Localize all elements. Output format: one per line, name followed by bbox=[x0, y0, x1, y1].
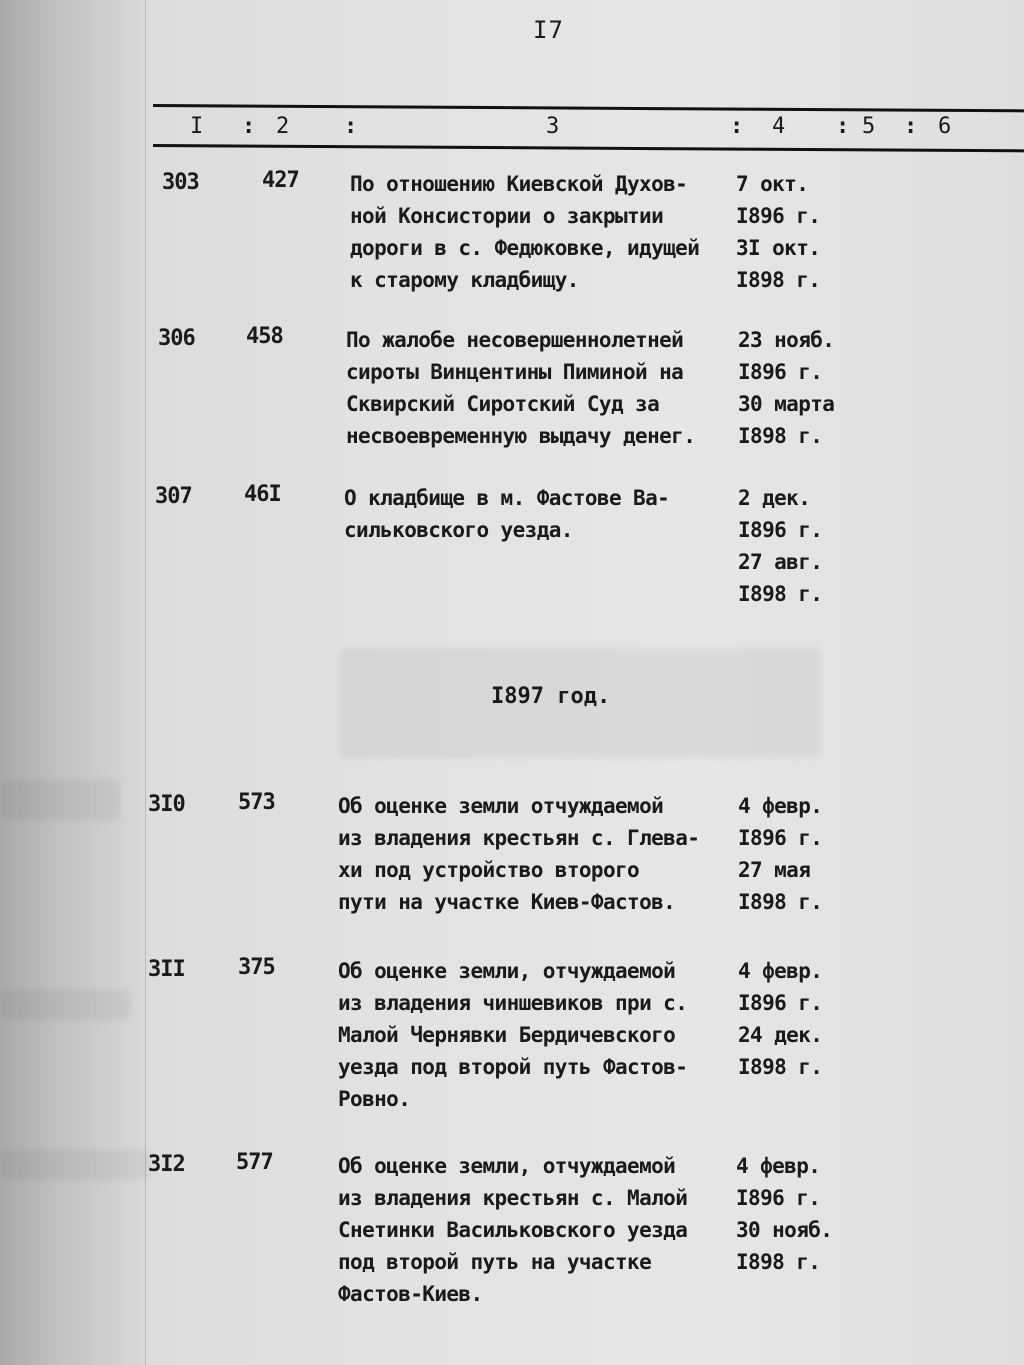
date-line: I896 г. bbox=[738, 826, 823, 850]
description-line: Об оценке земли, отчуждаемой bbox=[338, 1154, 676, 1178]
entry-description bbox=[338, 1150, 687, 1310]
entry-description bbox=[346, 324, 695, 452]
description-line: сироты Винцентины Пиминой на bbox=[346, 360, 684, 384]
entry-dates bbox=[736, 168, 820, 296]
date-line: I898 г. bbox=[738, 1055, 823, 1079]
column-header-5: 5 bbox=[862, 114, 876, 139]
description-line: ной Консистории о закрытии bbox=[350, 204, 664, 228]
column-header-1: I bbox=[190, 114, 204, 139]
description-line: уезда под второй путь Фастов- bbox=[338, 1055, 688, 1079]
description-line: Фастов-Киев. bbox=[338, 1282, 483, 1306]
description-line: сильковского уезда. bbox=[344, 518, 573, 542]
column-header-3: 3 bbox=[546, 114, 560, 139]
date-line: I898 г. bbox=[738, 582, 823, 606]
file-number: 573 bbox=[238, 790, 275, 815]
entry-number: 3I2 bbox=[148, 1152, 185, 1177]
entry-number: 303 bbox=[162, 170, 199, 195]
description-line: под второй путь на участке bbox=[338, 1250, 652, 1274]
description-line: хи под устройство второго bbox=[338, 858, 640, 882]
page-number: I7 bbox=[533, 16, 564, 44]
description-line: Малой Чернявки Бердичевского bbox=[338, 1023, 676, 1047]
description-line: дороги в с. Федюковке, идущей bbox=[350, 236, 700, 260]
bleed-through-mark bbox=[0, 990, 130, 1020]
column-separator: : bbox=[242, 114, 256, 139]
description-line: Снетинки Васильковского уезда bbox=[338, 1218, 688, 1242]
date-line: 2 дек. bbox=[738, 486, 811, 510]
file-number: 458 bbox=[246, 324, 283, 349]
description-line: По отношению Киевской Духов- bbox=[350, 172, 688, 196]
description-line: из владения крестьян с. Малой bbox=[338, 1186, 688, 1210]
date-line: 7 окт. bbox=[736, 172, 809, 196]
date-line: I898 г. bbox=[738, 424, 823, 448]
entry-dates bbox=[736, 1150, 832, 1278]
table-header-rule bbox=[153, 144, 1024, 152]
description-line: из владения чиншевиков при с. bbox=[338, 991, 688, 1015]
bleed-through-mark bbox=[0, 1150, 150, 1180]
description-line: О кладбище в м. Фастове Ва- bbox=[344, 486, 670, 510]
description-line: пути на участке Киев-Фастов. bbox=[338, 890, 676, 914]
file-number: 375 bbox=[238, 955, 275, 980]
date-line: 23 нояб. bbox=[738, 328, 835, 352]
date-line: I896 г. bbox=[736, 1186, 821, 1210]
date-line: 4 февр. bbox=[738, 794, 823, 818]
date-line: I896 г. bbox=[738, 518, 823, 542]
entry-description bbox=[350, 168, 699, 296]
entry-description bbox=[338, 790, 699, 918]
date-line: I896 г. bbox=[736, 204, 821, 228]
entry-description bbox=[338, 955, 687, 1115]
entry-number: 3II bbox=[148, 957, 185, 982]
date-line: 30 марта bbox=[738, 392, 835, 416]
date-line: I896 г. bbox=[738, 991, 823, 1015]
date-line: I896 г. bbox=[738, 360, 823, 384]
description-line: Ровно. bbox=[338, 1087, 411, 1111]
date-line: 3I окт. bbox=[736, 236, 821, 260]
table-top-rule bbox=[153, 104, 1024, 112]
bleed-through-mark bbox=[0, 780, 120, 820]
column-header-4: 4 bbox=[772, 114, 786, 139]
column-separator: : bbox=[730, 114, 744, 139]
entry-dates bbox=[738, 324, 834, 452]
column-header-6: 6 bbox=[938, 114, 952, 139]
entry-number: 306 bbox=[158, 326, 195, 351]
date-line: 30 нояб. bbox=[736, 1218, 833, 1242]
date-line: 24 дек. bbox=[738, 1023, 823, 1047]
entry-dates bbox=[738, 955, 822, 1083]
description-line: Об оценке земли, отчуждаемой bbox=[338, 959, 676, 983]
column-separator: : bbox=[836, 114, 850, 139]
date-line: 27 мая bbox=[738, 858, 811, 882]
date-line: 4 февр. bbox=[736, 1154, 821, 1178]
description-line: из владения крестьян с. Глева- bbox=[338, 826, 700, 850]
description-line: несвоевременную выдачу денег. bbox=[346, 424, 696, 448]
column-separator: : bbox=[904, 114, 918, 139]
date-line: I898 г. bbox=[738, 890, 823, 914]
column-header-2: 2 bbox=[276, 114, 290, 139]
date-line: 4 февр. bbox=[738, 959, 823, 983]
file-number: 46I bbox=[244, 482, 281, 507]
date-line: 27 авг. bbox=[738, 550, 823, 574]
entry-dates bbox=[738, 790, 822, 918]
date-line: I898 г. bbox=[736, 1250, 821, 1274]
column-separator: : bbox=[344, 114, 358, 139]
year-heading: I897 год. bbox=[491, 684, 611, 709]
description-line: Об оценке земли отчуждаемой bbox=[338, 794, 664, 818]
description-line: Сквирский Сиротский Суд за bbox=[346, 392, 660, 416]
file-number: 427 bbox=[262, 168, 299, 193]
entry-number: 3I0 bbox=[148, 792, 185, 817]
entry-dates bbox=[738, 482, 822, 610]
file-number: 577 bbox=[236, 1150, 273, 1175]
description-line: к старому кладбищу. bbox=[350, 268, 579, 292]
date-line: I898 г. bbox=[736, 268, 821, 292]
entry-number: 307 bbox=[155, 484, 192, 509]
description-line: По жалобе несовершеннолетней bbox=[346, 328, 684, 352]
entry-description bbox=[344, 482, 669, 546]
